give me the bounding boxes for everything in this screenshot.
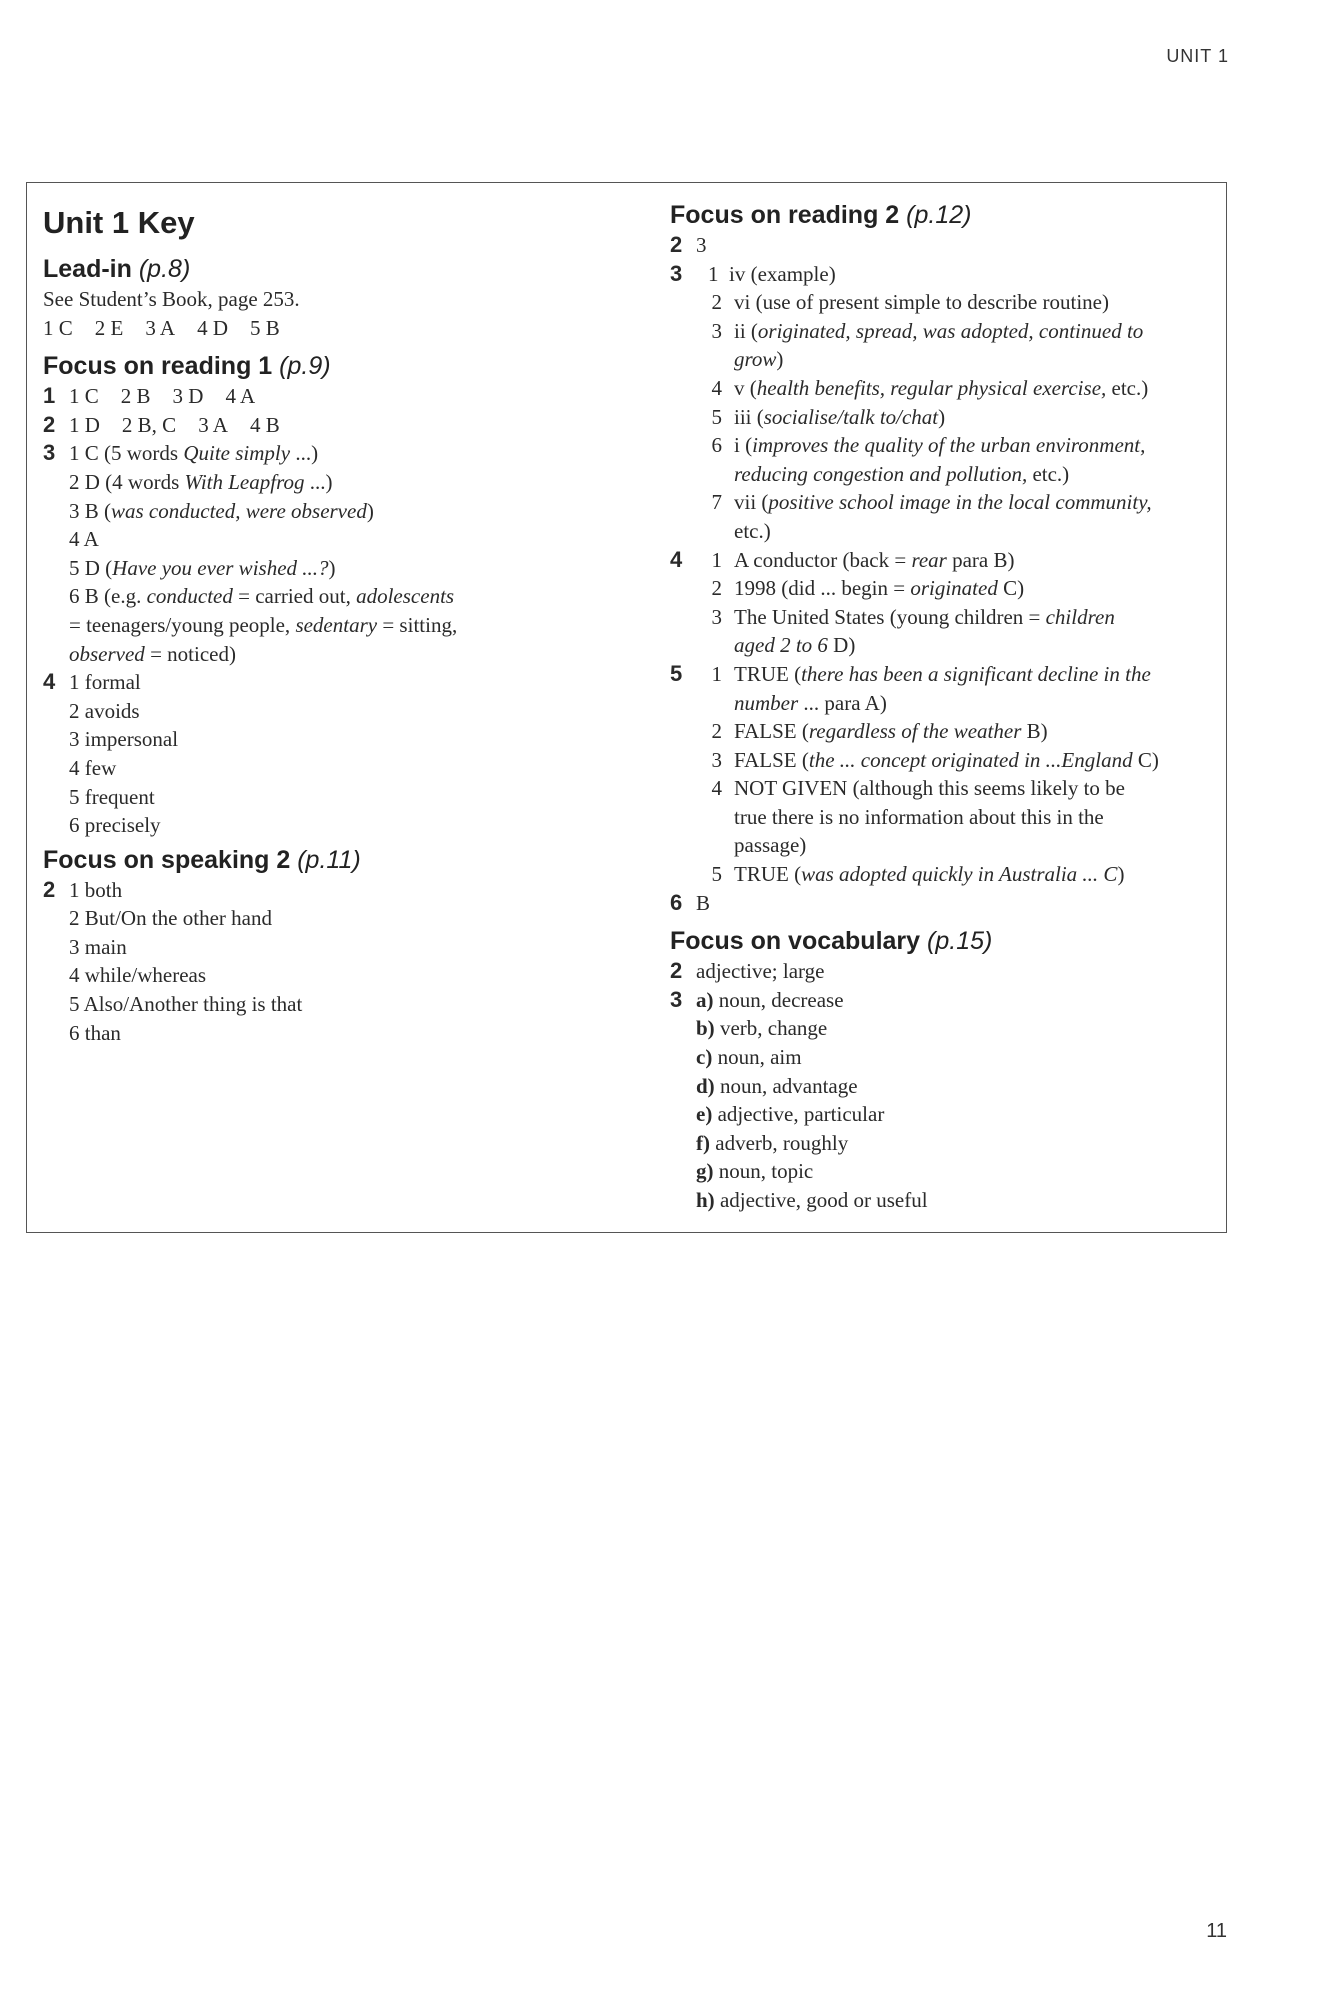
left-column	[43, 203, 643, 1047]
page-number: 11	[1206, 1920, 1227, 1942]
section-heading-reading-2: Focus on reading 2 (p.12)	[670, 201, 972, 229]
reading1-q4-1: 4 1 formal	[43, 669, 141, 695]
reading2-q3-7-cont: etc.)	[734, 518, 771, 543]
list-item: 5 Also/Another thing is that	[69, 992, 303, 1017]
reading1-q3-3: 3 B (was conducted, were observed)	[69, 498, 374, 523]
reading1-q3-5: 5 D (Have you ever wished ...?)	[69, 555, 336, 580]
section-heading-lead-in: Lead-in (p.8)	[43, 255, 191, 283]
lead-in-answers: 1 C 2 E 3 A 4 D 5 B	[43, 315, 280, 340]
list-item: g) noun, topic	[696, 1159, 814, 1184]
reading1-q3-6-cont: = teenagers/young people, sedentary = sitting,	[69, 612, 458, 637]
key-title: Unit 1 Key	[43, 205, 195, 240]
reading2-q3-6-cont: reducing congestion and pollution, etc.)	[734, 461, 1070, 486]
list-item: 6 precisely	[69, 813, 161, 838]
reading2-q4-2: 2 1998 (did ... begin = originated C)	[711, 576, 1025, 601]
vocab-q2: 2 adjective; large	[670, 958, 825, 984]
reading2-q5-4-cont2: passage)	[734, 833, 807, 858]
section-heading-speaking-2: Focus on speaking 2 (p.11)	[43, 845, 361, 874]
lead-in-note: See Student’s Book, page 253.	[43, 287, 300, 311]
reading2-q4-1: 4 1 A conductor (back = rear para B)	[670, 546, 1015, 572]
list-item: d) noun, advantage	[696, 1073, 858, 1098]
reading2-q3-3: 3 ii (originated, spread, was adopted, continued to	[711, 318, 1144, 343]
section-heading-vocabulary: Focus on vocabulary (p.15)	[670, 927, 993, 956]
list-item: c) noun, aim	[696, 1045, 802, 1070]
list-item: f) adverb, roughly	[696, 1130, 849, 1155]
list-item: e) adjective, particular	[696, 1102, 885, 1127]
reading2-q2: 2 3	[670, 232, 707, 257]
reading2-q3-4: 4 v (health benefits, regular physical exercise, etc.)	[711, 375, 1149, 400]
reading2-q5-2: 2 FALSE (regardless of the weather B)	[711, 719, 1048, 744]
reading2-q5-3: 3 FALSE (the ... concept originated in ...England C)	[711, 747, 1159, 772]
reading2-q5-4-cont: true there is no information about this in the	[734, 804, 1104, 829]
list-item: 3 main	[69, 934, 127, 959]
reading1-q3-4: 4 A	[69, 527, 99, 552]
list-item: 2 avoids	[69, 698, 140, 723]
speaking2-q2-1: 2 1 both	[43, 876, 123, 902]
reading1-q2: 2 1 D 2 B, C 3 A 4 B	[43, 411, 280, 437]
list-item: 2 But/On the other hand	[69, 906, 272, 931]
reading1-q3-2: 2 D (4 words With Leapfrog ...)	[69, 469, 333, 494]
list-item: 3 impersonal	[69, 727, 179, 752]
answer-key-box	[26, 182, 1227, 1233]
list-item: b) verb, change	[696, 1016, 828, 1041]
reading2-q4-3-cont: aged 2 to 6 D)	[734, 633, 856, 658]
list-item: 4 few	[69, 755, 117, 780]
right-column	[670, 199, 1220, 1215]
reading2-q5-4: 4 NOT GIVEN (although this seems likely to be	[711, 776, 1125, 801]
vocab-q3-a: 3 a) noun, decrease	[670, 986, 844, 1012]
reading2-q3-5: 5 iii (socialise/talk to/chat)	[711, 404, 946, 429]
running-head: UNIT 1	[1166, 46, 1229, 66]
reading2-q4-3: 3 The United States (young children = children	[711, 604, 1115, 629]
reading1-q3-6: 6 B (e.g. conducted = carried out, adolescents	[69, 584, 455, 609]
reading2-q3-6: 6 i (improves the quality of the urban environment,	[711, 433, 1146, 458]
reading1-q3-6-cont2: observed = noticed)	[69, 641, 236, 666]
reading2-q6: 6 B	[670, 889, 711, 915]
section-heading-reading-1: Focus on reading 1 (p.9)	[43, 352, 331, 381]
list-item: 5 frequent	[69, 784, 155, 809]
reading1-q3-1: 3 1 C (5 words Quite simply ...)	[43, 440, 319, 466]
reading2-q5-5: 5 TRUE (was adopted quickly in Australia ... C)	[711, 862, 1125, 887]
list-item: 6 than	[69, 1020, 121, 1045]
reading2-q5-1-cont: number ... para A)	[734, 690, 887, 715]
reading2-q3-2: 2 vi (use of present simple to describe routine)	[711, 290, 1109, 315]
reading2-q3-1: 3 1 iv (example)	[670, 260, 836, 286]
list-item: 4 while/whereas	[69, 963, 207, 988]
reading2-q3-3-cont: grow)	[734, 347, 784, 372]
reading2-q3-7: 7 vii (positive school image in the local community,	[711, 490, 1152, 515]
reading2-q5-1: 5 1 TRUE (there has been a significant decline in the	[670, 660, 1151, 686]
list-item: h) adjective, good or useful	[696, 1188, 928, 1212]
reading1-q1: 1 1 C 2 B 3 D 4 A	[43, 383, 256, 409]
